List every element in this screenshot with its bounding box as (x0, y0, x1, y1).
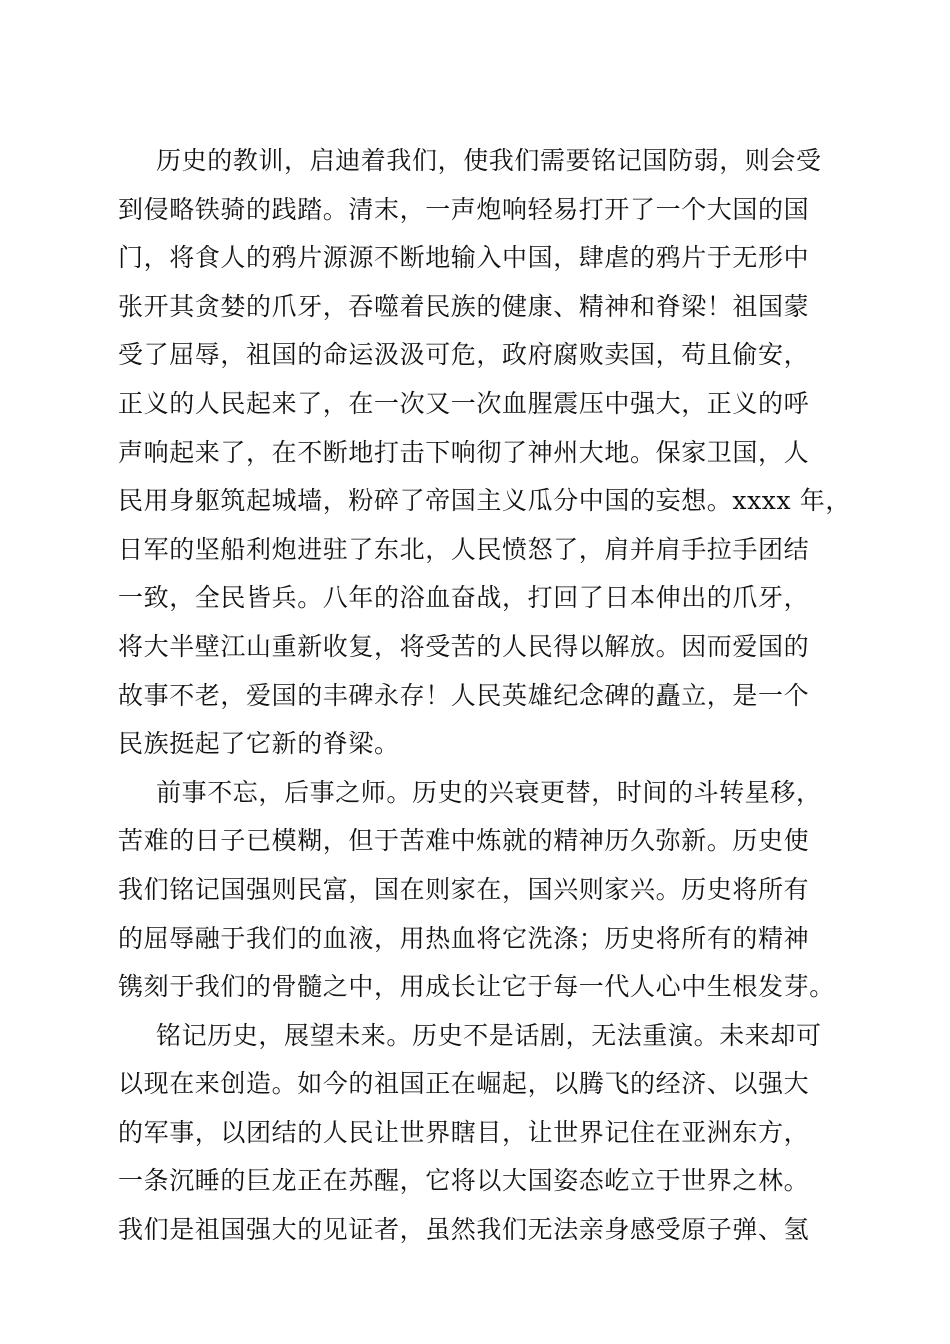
paragraph-2-line-5: 镌刻于我们的骨髓之中，用成长让它于每一代人心中生根发芽。 (118, 972, 835, 1002)
paragraph-1-line-7: 声响起来了，在不断地打击下响彻了神州大地。保家卫国，人 (118, 437, 810, 467)
paragraph-1-line-13: 民族挺起了它新的脊梁。 (118, 729, 400, 759)
paragraph-1-line-8: 民用身躯筑起城墙，粉碎了帝国主义瓜分中国的妄想。xxxx 年， (118, 486, 851, 516)
paragraph-2-line-1: 前事不忘，后事之师。历史的兴衰更替，时间的斗转星移， (156, 777, 822, 807)
paragraph-3-line-5: 我们是祖国强大的见证者，虽然我们无法亲身感受原子弹、氢 (118, 1215, 810, 1245)
paragraph-1-line-11: 将大半壁江山重新收复，将受苦的人民得以解放。因而爱国的 (118, 631, 810, 661)
paragraph-1-line-3: 门，将食人的鸦片源源不断地输入中国，肆虐的鸦片于无形中 (118, 243, 810, 273)
paragraph-1-line-6: 正义的人民起来了，在一次又一次血腥震压中强大，正义的呼 (118, 388, 810, 418)
paragraph-1-line-1: 历史的教训，启迪着我们，使我们需要铭记国防弱，则会受 (156, 146, 822, 175)
paragraph-2-line-4: 的屈辱融于我们的血液，用热血将它洗涤；历史将所有的精神 (118, 923, 810, 953)
body-text (118, 137, 851, 1255)
paragraph-2-line-2: 苦难的日子已模糊，但于苦难中炼就的精神历久弥新。历史使 (118, 826, 810, 856)
paragraph-1-line-12: 故事不老，爱国的丰碑永存！人民英雄纪念碑的矗立，是一个 (118, 680, 810, 710)
paragraph-1-line-2: 到侵略铁骑的践踏。清末，一声炮响轻易打开了一个大国的国 (118, 194, 810, 224)
paragraph-1-line-9: 日军的坚船利炮进驻了东北，人民愤怒了，肩并肩手拉手团结 (118, 534, 810, 564)
paragraph-1-line-4: 张开其贪婪的爪牙，吞噬着民族的健康、精神和脊梁！祖国蒙 (118, 291, 810, 321)
paragraph-2-line-3: 我们铭记国强则民富，国在则家在，国兴则家兴。历史将所有 (118, 874, 810, 904)
paragraph-1-line-5: 受了屈辱，祖国的命运汲汲可危，政府腐败卖国，苟且偷安， (118, 340, 810, 370)
paragraph-3-line-4: 一条沉睡的巨龙正在苏醒，它将以大国姿态屹立于世界之林。 (118, 1166, 810, 1196)
paragraph-3-line-2: 以现在来创造。如今的祖国正在崛起，以腾飞的经济、以强大 (118, 1069, 810, 1099)
paragraph-3-line-1: 铭记历史，展望未来。历史不是话剧，无法重演。未来却可 (156, 1020, 822, 1050)
paragraph-3-line-3: 的军事，以团结的人民让世界瞎目，让世界记住在亚洲东方， (118, 1117, 810, 1147)
paragraph-1-line-10: 一致，全民皆兵。八年的浴血奋战，打回了日本伸出的爪牙， (118, 583, 810, 613)
